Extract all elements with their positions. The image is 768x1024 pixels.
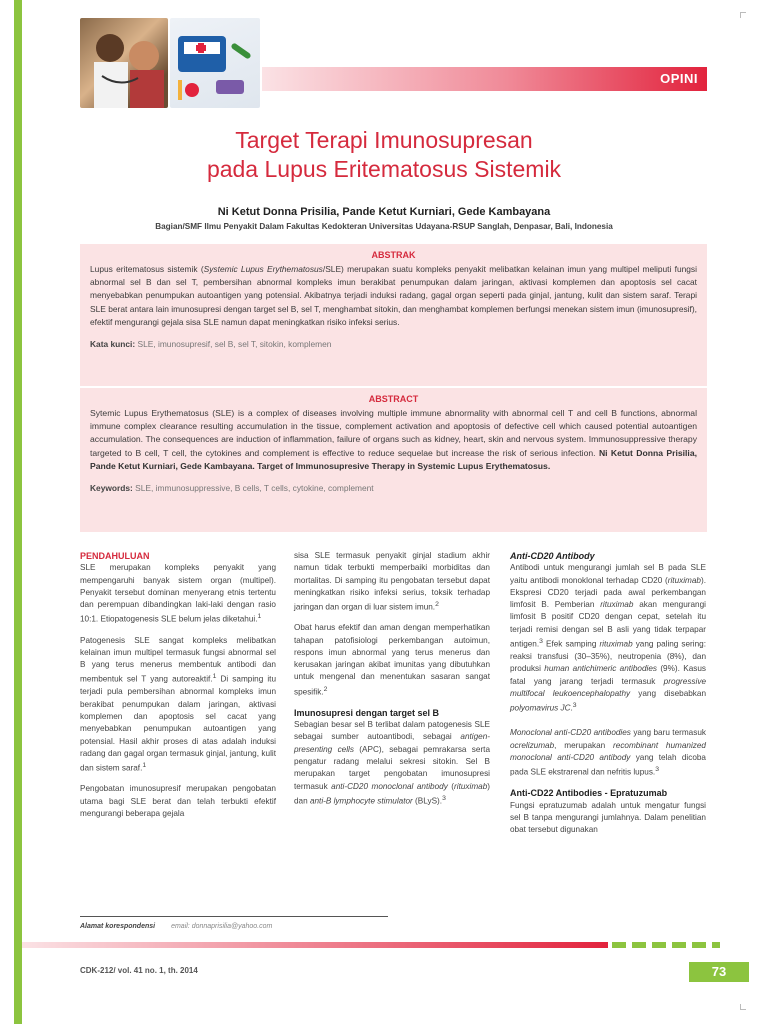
abstract-citation: Ni Ketut Donna Prisilia, Pande Ketut Kurniari, Gede Kambayana. Target of Immunosupresive Therapy in Systemic Lupus Erythematosus. (90, 447, 697, 471)
paragraph: Antibodi untuk mengurangi jumlah sel B pada SLE yaitu antibodi monoklonal terhadap CD20 (rituximab). Ekspresi CD20 terjadi pada awal perkembangan limfosit B. Pemberian rituximab akan mengurangi limfosit B positif CD20 dengan cepat, setelah itu terjadi remisi dengan sel B asli yang tidak terpapar antigen.$^3$ Efek samping rituximab yang paling sering: reaksi transfusi (30–35%), neutropenia (8%), dan produksi human antichimeric antibodies (9%). Kasus fatal yang jarang terjadi termasuk progressive multifocal leukoencephalopathy yang disebabkan polyomavirus JC.$^3$ (510, 563, 707, 714)
footer-square (672, 942, 686, 948)
abstract-heading: ABSTRACT (368, 394, 419, 404)
title-line-1: Target Terapi Imunosupresan (235, 127, 533, 153)
author-list: Ni Ketut Donna Prisilia, Pande Ketut Kurniari, Gede Kambayana (217, 206, 551, 218)
doctor-patient-photo (80, 18, 168, 108)
header-ribbon (262, 67, 707, 91)
paragraph: Patogenesis SLE sangat kompleks melibatkan kelainan imun multipel termasuk fungsi abnormal sel B yang terus menerus membentuk antibodi dan membentuk sel T yang autoreaktif.$^1$ Di samping itu terjadi pula pembersihan abnormal kompleks imun berakibat penumpukan dalam jaringan, aktivasi komplemen dan apoptosis sel cacat yang menyebabkan penumpukan autoantigen yang potensial. Hasil akhir proses di atas adalah induksi radang dan gagal organ termasuk ginjal, jantung, kulit dan sistem saraf.$^1$ (80, 635, 276, 773)
abstrak-box (80, 244, 707, 386)
email-address: email: donnaprisilia@yahoo.com (171, 923, 273, 930)
footer-ribbon (22, 942, 608, 948)
page-number: 73 (689, 962, 749, 982)
crop-mark (740, 12, 746, 18)
kata-kunci: Kata kunci: SLE, imunosupresif, sel B, sel T, sitokin, komplemen (90, 339, 332, 350)
paragraph: Obat harus efektif dan aman dengan memperhatikan tahapan patofisiologi perkembangan autoimun, respons imun abnormal yang terus menerus dan kerusakan jaringan akibat imunitas yang dibutuhkan untuk mengenal dan menentukan sasaran sangat spesifik.$^2$ (294, 623, 490, 697)
body-column-2 (294, 550, 490, 816)
title-line-2: pada Lupus Eritematosus Sistemik (206, 156, 562, 182)
crop-mark (740, 1004, 746, 1010)
section-heading-b-cell: Imunosupresi dengan target sel B (294, 707, 440, 718)
paragraph: Sebagian besar sel B terlibat dalam patogenesis SLE sebagai sumber autoantibodi, sebagai antigen-presenting cells (APC), sebagai pemrakarsa serta pengatur radang melalui sekresi sitokin. Sel B merupakan target pengobatan imunosupresi termasuk anti-CD20 monoclonal antibody (rituximab) dan anti-B lymphocyte stimulator (BLyS).$^3$ (294, 720, 491, 806)
abstrak-text: Lupus eritematosus sistemik (Systemic Lupus Erythematosus/SLE) merupakan suatu kompleks penyakit melibatkan kelainan imun yang multipel meliputi fungsi abnormal sel B dan sel T, pembersihan abnormal kompleks imun berakibat penumpukan dalam jaringan, aktivasi komplemen dan apoptosis sel cacat menyebabkan penumpukan autoantigen yang potensial. Akibatnya terjadi induksi radang, gagal organ seperti pada ginjal, jantung, kulit dan sistem saraf. Terapi SLE berat antara lain imunosupresi dengan target sel B, sel T, menghambat sitokin, dan menghambat komplemen berfungsi menekan sistem imun (imunosupresif), efektif mengurangi gejala sisa SLE namun dapat meningkatkan risiko infeksi serius. (90, 264, 697, 327)
body-column-3 (510, 550, 706, 844)
abstract-text: Sytemic Lupus Erythematosus (SLE) is a complex of diseases involving multiple immune abnormality with abnormal cell T and cell B functions, abnormal immune complex clearance resulting accumulation in the tissue, complement activation and apoptosis of defective cell which caused potential autoantigen accumulation. The consequences are induction of inflammation, failure of organs such as kidney, heart, skin and nervous system. Immunosuppressive therapy targeted to B cell, T cell, the cytokines and complement is effective to reduce sequelae but increase the risk of serious infection. Ni Ketut Donna Prisilia, Pande Ketut Kurniari, Gede Kambayana. Target of Immunosupresive Therapy in Systemic Lupus Erythematosus. (90, 408, 697, 471)
section-label: OPINI (660, 71, 698, 86)
footer-square (632, 942, 646, 948)
footer-square (712, 942, 720, 948)
journal-citation: CDK-212/ vol. 41 no. 1, th. 2014 (80, 966, 198, 975)
pendahuluan-heading: PENDAHULUAN (80, 551, 150, 561)
footer-square (612, 942, 626, 948)
paragraph: SLE merupakan kompleks penyakit yang mempengaruhi banyak sistem organ (multipel). Penyakit tersebut dominan menyerang etnis tertentu dan perempuan dibandingkan laki-laki dengan rasio 10:1. Etiopatogenesis SLE belum jelas diketahui.$^1$ (80, 563, 276, 625)
keywords: Keywords: SLE, immunosuppressive, B cells, T cells, cytokine, complement (90, 483, 374, 494)
body-column-1 (80, 550, 276, 828)
footnote-divider (80, 916, 388, 917)
correspondence-footnote: Alamat korespondensi email: donnaprisilia@yahoo.com (80, 923, 273, 930)
affiliation: Bagian/SMF Ilmu Penyakit Dalam Fakultas Kedokteran Universitas Udayana-RSUP Sanglah, Denpasar, Bali, Indonesia (155, 222, 613, 231)
first-aid-kit-photo (170, 18, 260, 108)
anti-cd22-heading: Anti-CD22 Antibodies - Epratuzumab (510, 788, 668, 799)
paragraph: sisa SLE termasuk penyakit ginjal stadium akhir namun tidak terbukti memperbaiki morbiditas dan mortalitas. Di samping itu pengobatan tersebut dapat meningkatkan risiko infeksi serius, toksik terhadap jaringan dan organ di luar sistem imun.$^2$ (294, 551, 490, 612)
abstract-box (80, 388, 707, 532)
footer-square (692, 942, 706, 948)
anti-cd20-heading: Anti-CD20 Antibody (510, 551, 595, 561)
paragraph: Monoclonal anti-CD20 antibodies yang baru termasuk ocrelizumab, merupakan recombinant humanized monoclonal anti-CD20 antibody yang telah dicoba pada SLE ekstrarenal dan nefritis lupus.$^3$ (510, 728, 706, 777)
paragraph: Pengobatan imunosupresif merupakan pengobatan utama bagi SLE berat dan telah terbukti efektif mengurangi beberapa gejala (80, 784, 276, 818)
paragraph: Fungsi epratuzumab adalah untuk mengatur fungsi sel B tanpa mengurangi jumlahnya. Dalam penelitian obat tersebut digunakan (510, 800, 706, 835)
abstrak-heading: ABSTRAK (371, 250, 416, 260)
article-title (0, 126, 768, 184)
footer-square (652, 942, 666, 948)
